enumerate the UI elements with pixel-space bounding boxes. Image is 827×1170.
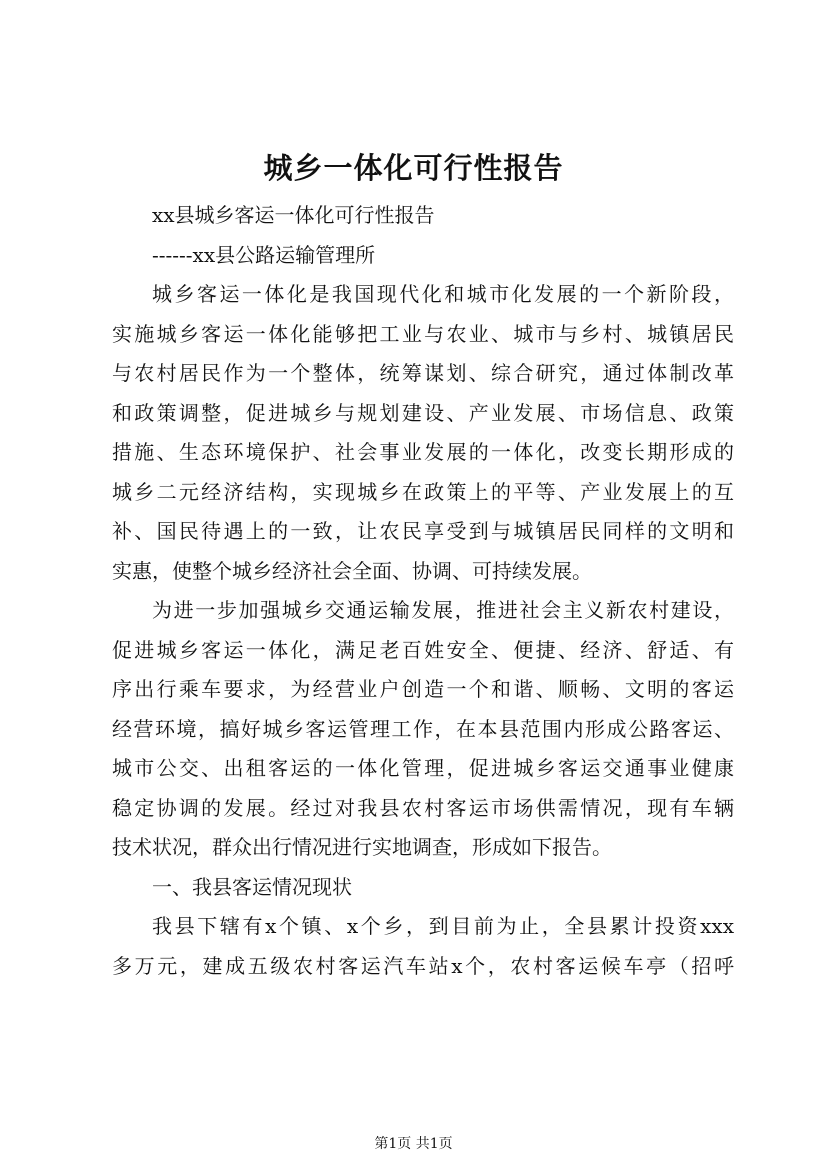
document-body [112, 196, 734, 986]
paragraph-line: 措施、生态环境保护、社会事业发展的一体化，改变长期形成的 [112, 440, 734, 464]
byline-line: ------xx县公路运输管理所 [152, 242, 376, 267]
paragraph-1 [112, 275, 734, 591]
paragraph-line: 城市公交、出租客运的一体化管理，促进城乡客运交通事业健康 [112, 756, 734, 780]
paragraph-line: 实惠，使整个城乡经济社会全面、协调、可持续发展。 [112, 558, 592, 583]
paragraph-line: 经营环境，搞好城乡客运管理工作，在本县范围内形成公路客运、 [112, 716, 734, 741]
paragraph-line: 城乡客运一体化是我国现代化和城市化发展的一个新阶段， [152, 282, 734, 306]
page-number-footer: 第1页 共1页 [374, 1136, 453, 1152]
document-title: 城乡一体化可行性报告 [263, 151, 564, 185]
paragraph-line: 与农村居民作为一个整体，统筹谋划、综合研究，通过体制改革 [112, 361, 734, 385]
paragraph-2 [112, 591, 734, 868]
paragraph-3 [112, 907, 734, 986]
paragraph-line: 技术状况，群众出行情况进行实地调查，形成如下报告。 [112, 835, 612, 859]
section-heading: 一、我县客运情况现状 [152, 874, 352, 899]
paragraph-line: 补、国民待遇上的一致，让农民享受到与城镇居民同样的文明和 [112, 519, 734, 543]
subtitle-line: xx县城乡客运一体化可行性报告 [152, 203, 435, 227]
paragraph-line: 序出行乘车要求，为经营业户创造一个和谐、顺畅、文明的客运 [112, 677, 734, 701]
paragraph-line: 稳定协调的发展。经过对我县农村客运市场供需情况，现有车辆 [112, 795, 734, 820]
paragraph-line: 促进城乡客运一体化，满足老百姓安全、便捷、经济、舒适、有 [112, 637, 734, 662]
paragraph-line: 城乡二元经济结构，实现城乡在政策上的平等、产业发展上的互 [112, 479, 734, 504]
paragraph-line: 为进一步加强城乡交通运输发展，推进社会主义新农村建设， [152, 598, 734, 622]
paragraph-line: 实施城乡客运一体化能够把工业与农业、城市与乡村、城镇居民 [112, 321, 734, 346]
paragraph-line: 我县下辖有x个镇、x个乡，到目前为止，全县累计投资xxx [152, 914, 734, 938]
paragraph-line: 多万元，建成五级农村客运汽车站x个，农村客运候车亭（招呼 [112, 953, 734, 978]
paragraph-line: 和政策调整，促进城乡与规划建设、产业发展、市场信息、政策 [112, 400, 734, 425]
